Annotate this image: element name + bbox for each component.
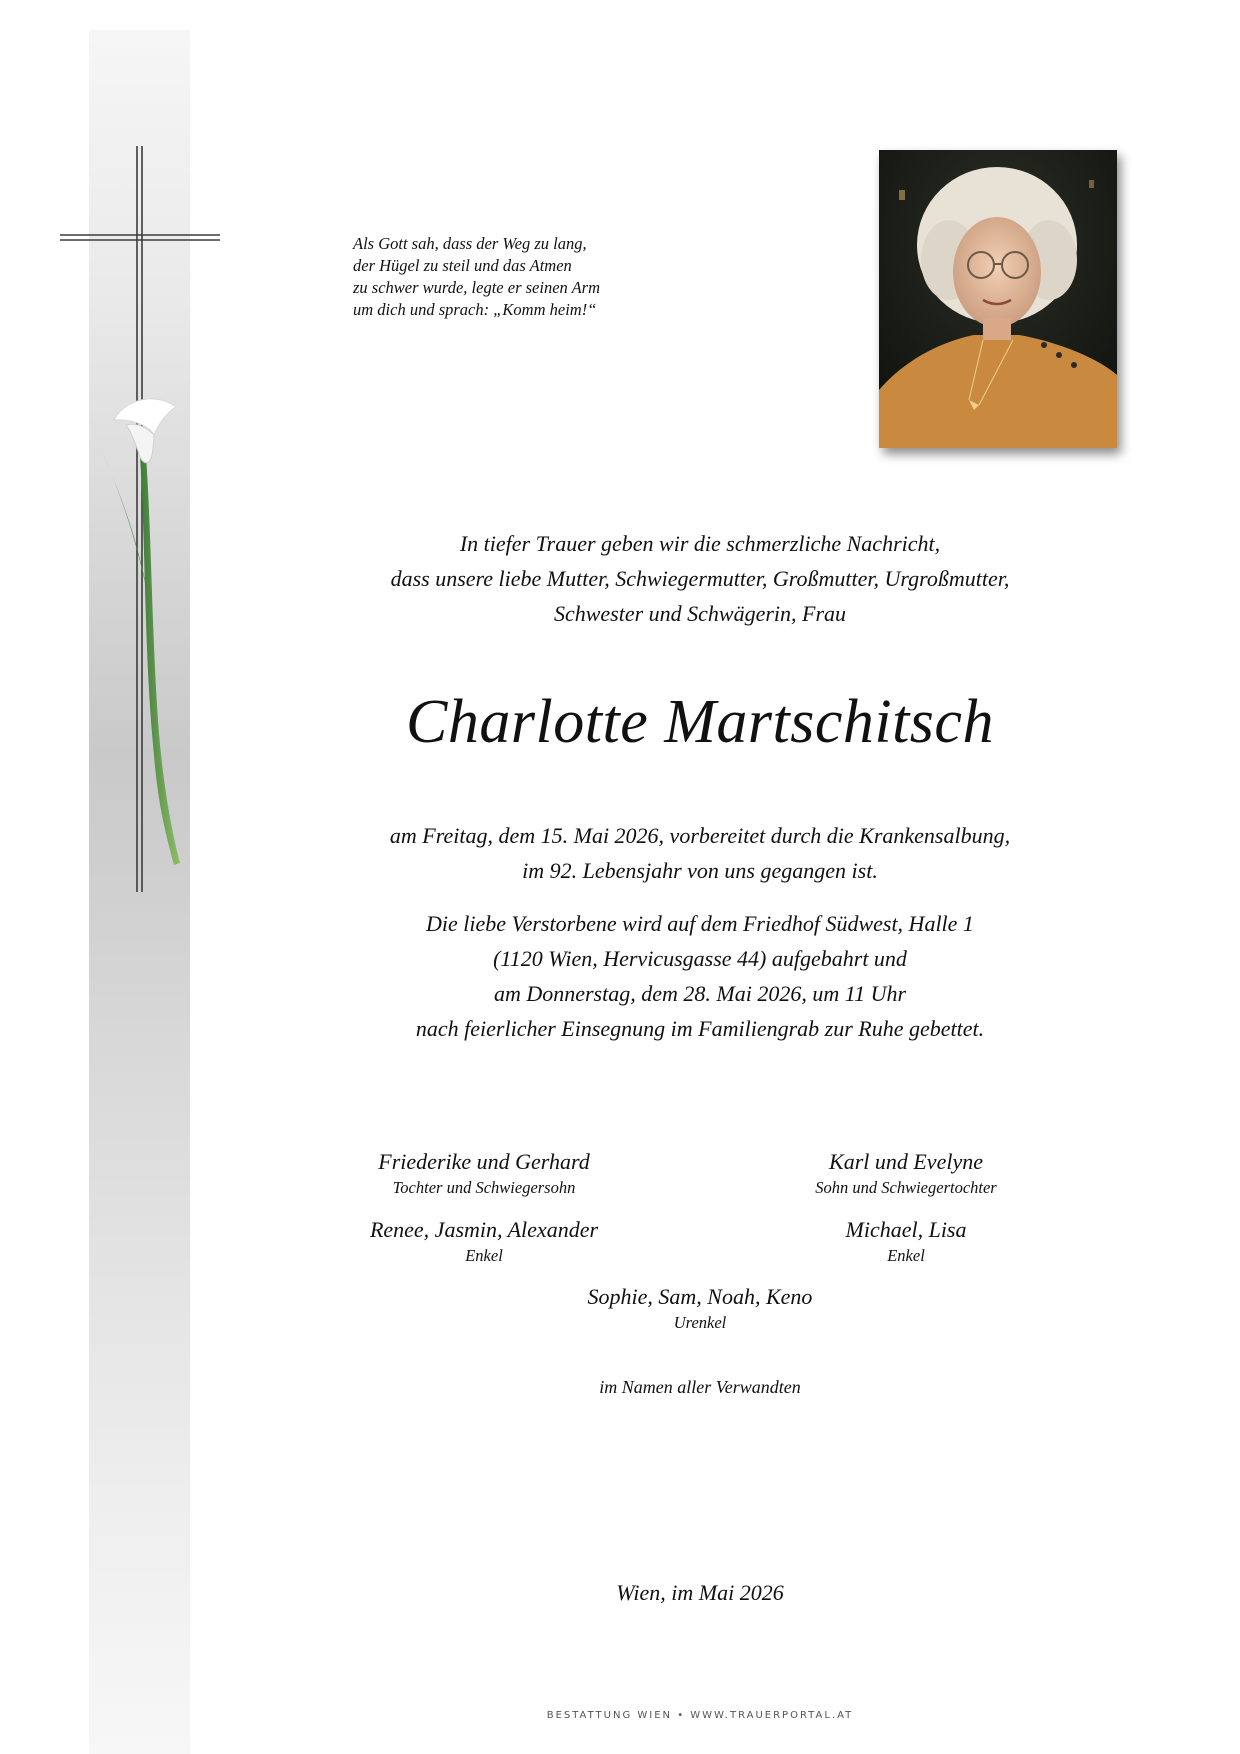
closing-line: im Namen aller Verwandten — [599, 1377, 801, 1397]
mourner-relation: Enkel — [465, 1246, 503, 1265]
mourner-name: Friederike und Gerhard — [378, 1149, 590, 1174]
footer-credit: BESTATTUNG WIEN • WWW.TRAUERPORTAL.AT — [546, 1710, 854, 1721]
verse-line: der Hügel zu steil und das Atmen — [353, 256, 572, 275]
intro-line: dass unsere liebe Mutter, Schwiegermutter, Großmutter, Urgroßmutter, — [390, 566, 1010, 591]
death-notice — [300, 818, 1100, 888]
funeral-line: am Donnerstag, dem 28. Mai 2026, um 11 Uhr — [493, 981, 907, 1006]
intro-line: In tiefer Trauer geben wir die schmerzliche Nachricht, — [459, 531, 941, 556]
mourner-entry — [314, 1216, 654, 1268]
death-line: im 92. Lebensjahr von uns gegangen ist. — [522, 858, 878, 883]
mourner-name: Karl und Evelyne — [829, 1149, 983, 1174]
mourner-entry — [736, 1216, 1076, 1268]
intro-line: Schwester und Schwägerin, Frau — [553, 601, 847, 626]
mourner-relation: Enkel — [887, 1246, 925, 1265]
funeral-line: nach feierlicher Einsegnung im Familiengrab zur Ruhe gebettet. — [415, 1016, 985, 1041]
mourner-relation: Sohn und Schwiegertochter — [815, 1178, 997, 1197]
mourner-entry — [736, 1148, 1076, 1200]
mourner-entry — [314, 1148, 654, 1200]
funeral-details — [300, 906, 1100, 1046]
mourner-name: Sophie, Sam, Noah, Keno — [587, 1284, 813, 1309]
mourner-relation: Tochter und Schwiegersohn — [392, 1178, 576, 1197]
deceased-name: Charlotte Martschitsch — [406, 688, 994, 756]
funeral-line: (1120 Wien, Hervicusgasse 44) aufgebahrt und — [493, 946, 907, 971]
mourner-name: Renee, Jasmin, Alexander — [369, 1217, 599, 1242]
announcement-intro — [300, 526, 1100, 631]
mourner-name: Michael, Lisa — [845, 1217, 967, 1242]
portrait-image — [879, 150, 1117, 448]
verse-line: zu schwer wurde, legte er seinen Arm — [353, 278, 601, 297]
verse-line: Als Gott sah, dass der Weg zu lang, — [353, 234, 587, 253]
place-date: Wien, im Mai 2026 — [616, 1580, 784, 1605]
mourner-entry — [530, 1283, 870, 1335]
death-line: am Freitag, dem 15. Mai 2026, vorbereitet durch die Krankensalbung, — [389, 823, 1011, 848]
funeral-line: Die liebe Verstorbene wird auf dem Friedhof Südwest, Halle 1 — [426, 911, 974, 936]
verse-line: um dich und sprach: „Komm heim!“ — [353, 300, 597, 319]
calla-lily-icon — [96, 395, 196, 865]
verse — [353, 233, 673, 321]
portrait-photo — [879, 150, 1117, 448]
mourner-relation: Urenkel — [673, 1313, 727, 1332]
